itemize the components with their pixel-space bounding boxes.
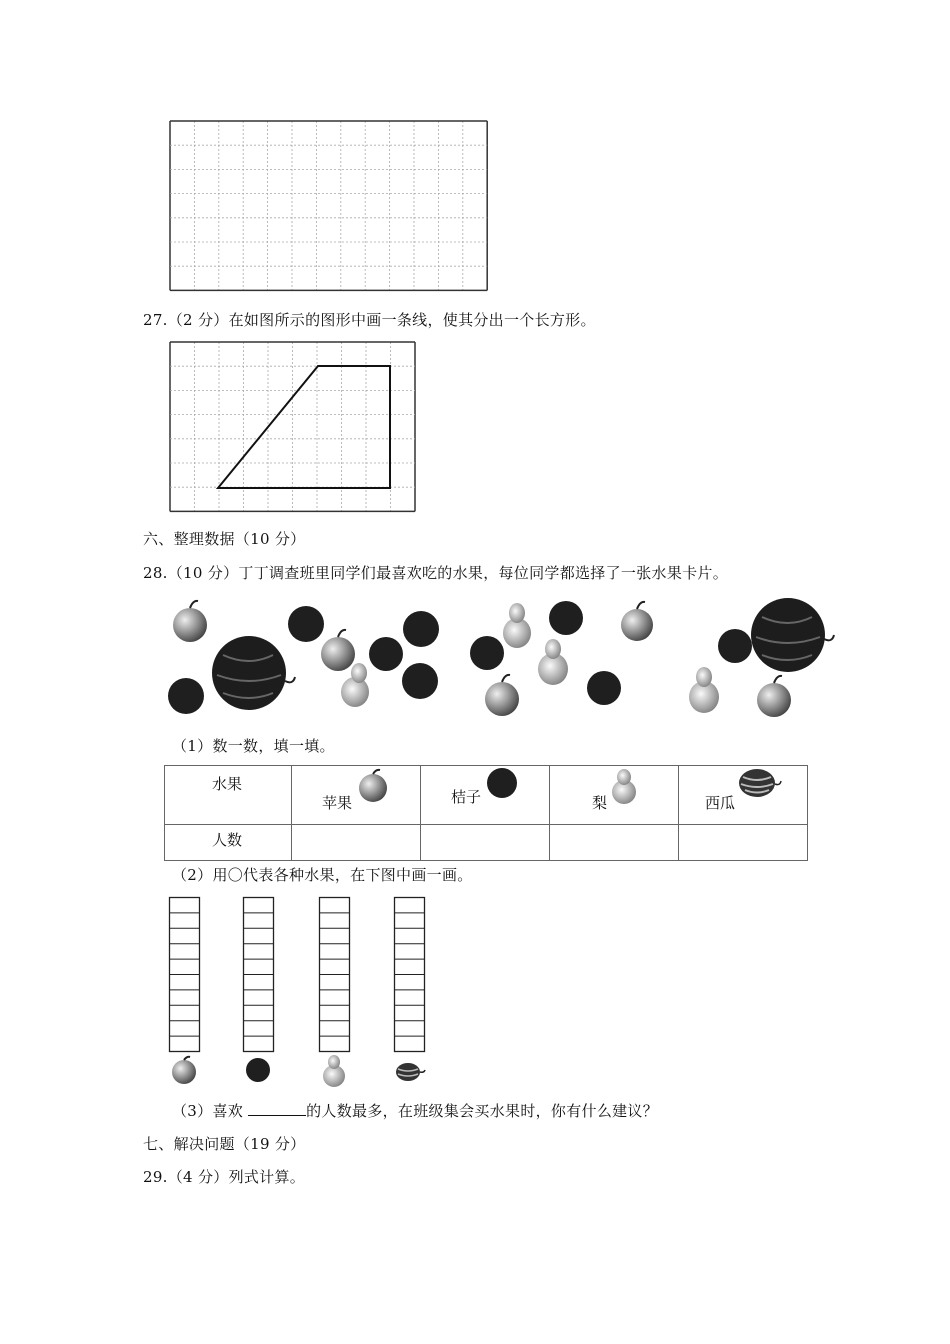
apple-icon xyxy=(321,630,355,671)
column-box-apple[interactable] xyxy=(169,897,201,1054)
apple-icon xyxy=(485,675,519,716)
orange-icon xyxy=(402,663,438,699)
orange-icon xyxy=(288,606,324,642)
column-box-orange[interactable] xyxy=(243,897,275,1054)
apple-icon xyxy=(621,602,653,641)
orange-icon xyxy=(369,637,403,671)
question-29-text: 29.（4 分）列式计算。 xyxy=(143,1168,306,1186)
fruit-label-pear: 梨 xyxy=(592,794,608,812)
apple-icon xyxy=(356,770,390,804)
watermelon-icon xyxy=(212,636,295,710)
column-box-watermelon[interactable] xyxy=(394,897,426,1054)
part-3-suffix: 的人数最多，在班级集会买水果时，你有什么建议？ xyxy=(306,1102,659,1120)
fruit-label-orange: 桔子 xyxy=(451,788,482,806)
part-3-prefix: （3）喜欢 xyxy=(172,1102,244,1120)
table-header-count: 人数 xyxy=(212,831,243,849)
pear-icon xyxy=(341,663,369,707)
orange-icon xyxy=(403,611,439,647)
fruit-label-watermelon: 西瓜 xyxy=(705,794,736,812)
answer-cell-pear[interactable] xyxy=(550,825,679,861)
top-grid xyxy=(170,121,488,291)
watermelon-icon xyxy=(751,598,834,672)
q27-grid[interactable] xyxy=(170,342,416,512)
part-3-question xyxy=(172,1100,658,1121)
orange-icon xyxy=(244,1055,274,1085)
section-6-title: 六、整理数据（10 分） xyxy=(143,530,306,548)
pear-icon xyxy=(689,667,719,713)
table-header-fruit: 水果 xyxy=(212,775,243,793)
section-7-title: 七、解决问题（19 分） xyxy=(143,1135,306,1153)
orange-icon xyxy=(485,766,519,800)
orange-icon xyxy=(470,636,504,670)
part-2-instruction: （2）用〇代表各种水果，在下图中画一画。 xyxy=(172,866,473,884)
watermelon-icon xyxy=(737,766,783,800)
answer-cell-watermelon[interactable] xyxy=(679,825,808,861)
answer-cell-apple[interactable] xyxy=(292,825,421,861)
apple-icon xyxy=(757,676,791,717)
question-27-text: 27.（2 分）在如图所示的图形中画一条线，使其分出一个长方形。 xyxy=(143,311,596,329)
apple-icon xyxy=(173,601,207,642)
fruit-cards-picture xyxy=(165,595,845,725)
watermelon-icon xyxy=(394,1061,428,1085)
orange-icon xyxy=(168,678,204,714)
column-box-pear[interactable] xyxy=(319,897,351,1054)
pear-icon xyxy=(538,639,568,685)
fruit-count-table xyxy=(164,765,808,861)
question-28-text: 28.（10 分）丁丁调查班里同学们最喜欢吃的水果，每位同学都选择了一张水果卡片。 xyxy=(143,564,729,582)
pear-icon xyxy=(607,766,641,804)
part-3-answer-blank[interactable] xyxy=(248,1101,306,1116)
fruit-label-apple: 苹果 xyxy=(322,794,353,812)
orange-icon xyxy=(549,601,583,635)
orange-icon xyxy=(587,671,621,705)
pear-icon xyxy=(503,603,531,648)
part-1-instruction: （1）数一数，填一填。 xyxy=(172,737,335,755)
answer-cell-orange[interactable] xyxy=(421,825,550,861)
orange-icon xyxy=(718,629,752,663)
apple-icon xyxy=(170,1057,200,1087)
pear-icon xyxy=(320,1054,350,1088)
